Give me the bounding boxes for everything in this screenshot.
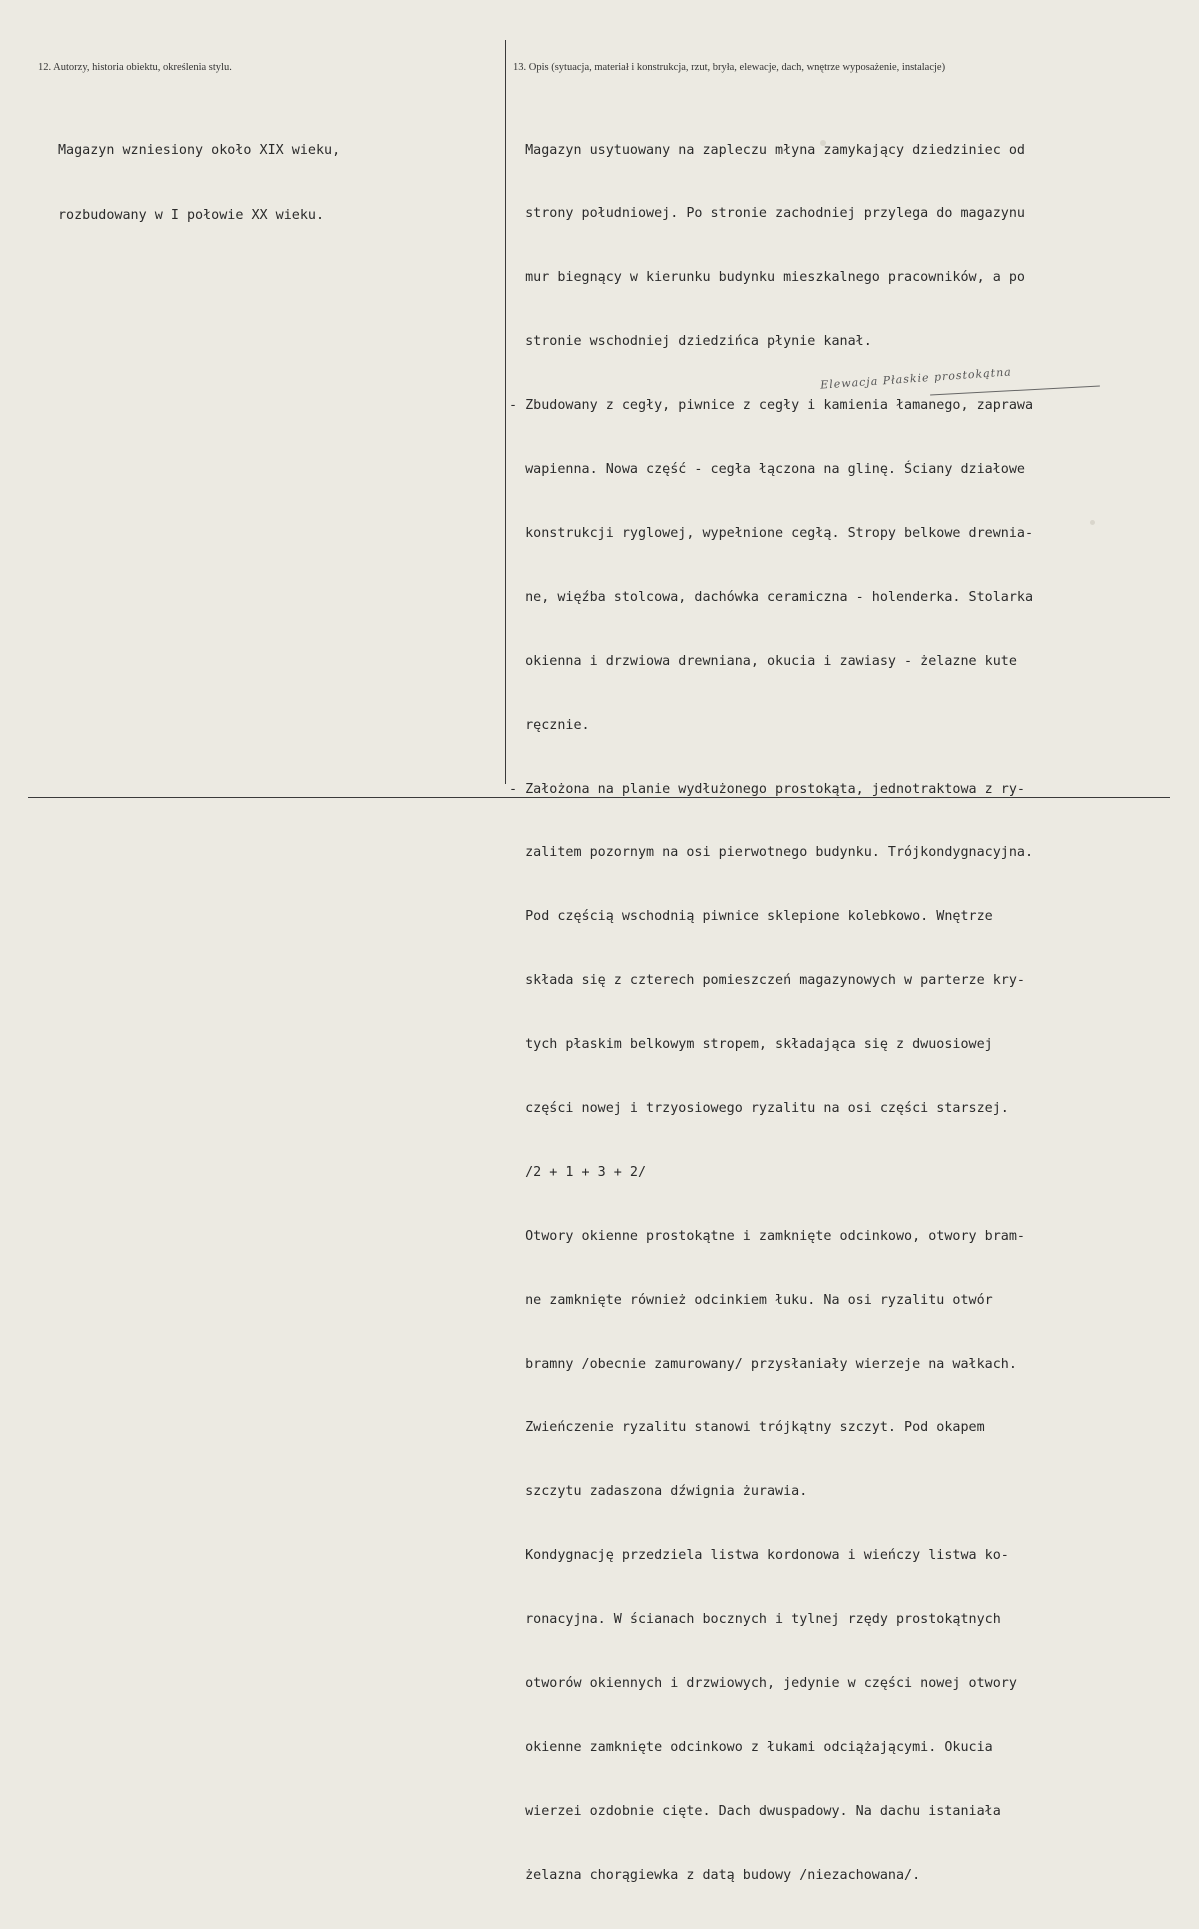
text-line: strony południowej. Po stronie zachodniej przylega do magazynu [509, 206, 1025, 222]
text-line: konstrukcji ryglowej, wypełnione cegłą. Stropy belkowe drewnia- [509, 525, 1034, 541]
text-line: części nowej i trzyosiowego ryzalitu na osi części starszej. [509, 1100, 1009, 1116]
text-line: Magazyn usytuowany na zapleczu młyna zamykający dziedziniec od [509, 142, 1025, 158]
text-line: ne zamknięte również odcinkiem łuku. Na osi ryzalitu otwór [509, 1292, 993, 1308]
section-12-header: 12. Autorzy, historia obiektu, określenia stylu. [38, 62, 232, 73]
text-line: ronacyjna. W ścianach bocznych i tylnej rzędy prostokątnych [509, 1612, 1001, 1628]
text-line: Magazyn wzniesiony około XIX wieku, [58, 143, 341, 158]
text-line: rozbudowany w I połowie XX wieku. [58, 207, 325, 223]
text-line: Pod częścią wschodnią piwnice sklepione kolebkowo. Wnętrze [509, 909, 993, 925]
text-line: zalitem pozornym na osi pierwotnego budynku. Trójkondygnacyjna. [509, 845, 1034, 861]
text-line: - Założona na planie wydłużonego prostokąta, jednotraktowa z ry- [509, 781, 1025, 797]
section-13-body [509, 97, 1169, 1929]
text-line: składa się z czterech pomieszczeń magazynowych w parterze kry- [509, 973, 1025, 989]
column-divider [505, 40, 506, 784]
text-line: ne, więźba stolcowa, dachówka ceramiczna - holenderka. Stolarka [509, 589, 1034, 605]
handwritten-note: Elewacja Płaskie prostokątna [819, 365, 1013, 392]
text-line: Zwieńczenie ryzalitu stanowi trójkątny szczyt. Pod okapem [509, 1420, 985, 1436]
text-line: okienna i drzwiowa drewniana, okucia i zawiasy - żelazne kute [509, 653, 1017, 669]
text-line: bramny /obecnie zamurowany/ przysłaniały wierzeje na wałkach. [509, 1356, 1017, 1372]
text-line: szczytu zadaszona dźwignia żurawia. [509, 1484, 808, 1500]
text-line: okienne zamknięte odcinkowo z łukami odciążającymi. Okucia [509, 1739, 993, 1755]
section-12-body [58, 97, 498, 269]
text-line: - Zbudowany z cegły, piwnice z cegły i kamienia łamanego, zaprawa [509, 398, 1034, 414]
text-line: ręcznie. [509, 717, 590, 733]
text-line: wapienna. Nowa część - cegła łączona na glinę. Ściany działowe [509, 462, 1025, 478]
text-line: Kondygnację przedziela listwa kordonowa i wieńczy listwa ko- [509, 1548, 1009, 1564]
text-line: tych płaskim belkowym stropem, składająca się z dwuosiowej [509, 1037, 993, 1053]
text-line: mur biegnący w kierunku budynku mieszkalnego pracowników, a po [509, 270, 1025, 286]
text-line: otworów okiennych i drzwiowych, jedynie w części nowej otwory [509, 1675, 1017, 1691]
text-line: wierzei ozdobnie cięte. Dach dwuspadowy. Na dachu istaniała [509, 1803, 1001, 1819]
text-line: Otwory okienne prostokątne i zamknięte odcinkowo, otwory bram- [509, 1228, 1025, 1244]
text-line: /2 + 1 + 3 + 2/ [509, 1164, 647, 1180]
text-line: żelazna chorągiewka z datą budowy /niezachowana/. [509, 1867, 921, 1883]
section-13-header: 13. Opis (sytuacja, materiał i konstrukcja, rzut, bryła, elewacje, dach, wnętrze wyposażenie, instalacje) [513, 62, 946, 73]
text-line: stronie wschodniej dziedzińca płynie kanał. [509, 334, 872, 350]
